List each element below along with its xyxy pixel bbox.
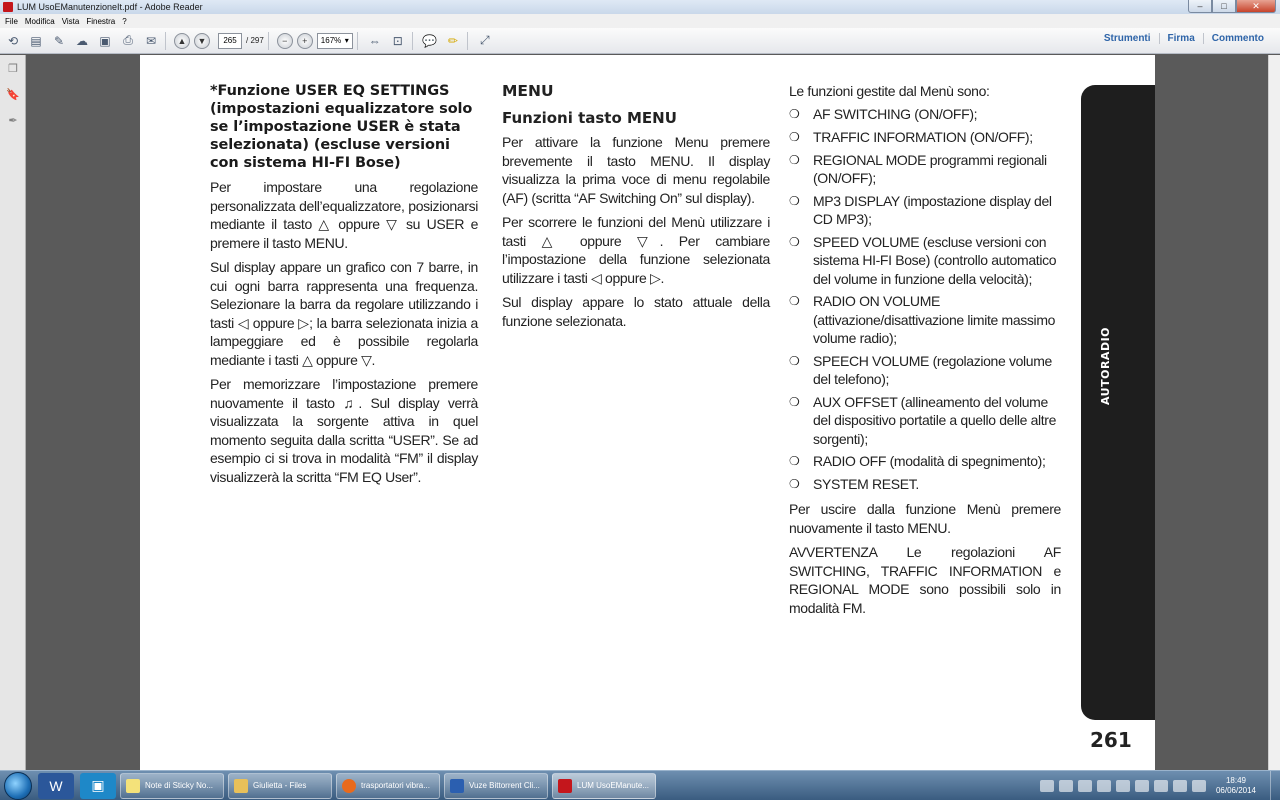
show-desktop-button[interactable] (1270, 771, 1280, 800)
taskbar-item[interactable]: Note di Sticky No... (120, 773, 224, 799)
bookmarks-icon[interactable]: 🔖 (6, 88, 20, 101)
section-heading: *Funzione USER EQ SETTINGS (impostazioni equalizzatore solo se l’impostazione USER è stata selezionata) (escluse versioni con sistema HI-FI Bose) (210, 83, 473, 171)
signature-icon[interactable]: ✒ (8, 114, 18, 127)
cloud-icon[interactable]: ☁ (76, 33, 88, 48)
tray-icon[interactable] (1078, 780, 1092, 792)
pdf-icon (558, 779, 572, 793)
clock-date: 06/06/2014 (1215, 786, 1256, 795)
zoom-select[interactable] (317, 33, 353, 49)
clock-time: 18:49 (1225, 776, 1246, 785)
title-bar (0, 0, 1280, 14)
bullet-icon: ❍ (789, 152, 800, 167)
app-pinned-icon[interactable]: ▣ (80, 773, 116, 799)
column-left (210, 82, 478, 486)
toolbar-divider (165, 32, 166, 50)
column-right (789, 82, 1061, 617)
taskbar-item[interactable]: Giulietta - Files (228, 773, 332, 799)
list-intro: Le funzioni gestite dal Menù sono: (789, 83, 990, 99)
paragraph: Sul display appare lo stato attuale della funzione selezionata. (502, 294, 770, 329)
bullet-icon: ❍ (789, 106, 800, 121)
paragraph: Per uscire dalla funzione Menù premere nuovamente il tasto MENU. (789, 501, 1061, 536)
toolbar-divider (357, 32, 358, 50)
list-item: ❍ RADIO OFF (modalità di spegnimento); (789, 453, 1046, 469)
list-item: ❍ SPEECH VOLUME (regolazione volume del telefono); (789, 352, 1052, 387)
volume-icon[interactable] (1192, 780, 1206, 792)
fit-page-icon[interactable]: ⊡ (392, 33, 403, 48)
zoom-out-icon[interactable]: − (277, 33, 293, 49)
network-icon[interactable] (1173, 780, 1187, 792)
window-controls (1188, 0, 1276, 13)
list-item: ❍ AF SWITCHING (ON/OFF); (789, 105, 978, 122)
taskbar-item[interactable]: Vuze Bittorrent Cli... (444, 773, 548, 799)
chapter-tab-label: AUTORADIO (1099, 326, 1112, 405)
toolbar (0, 28, 1280, 54)
expand-icon[interactable]: ⤢ (479, 33, 490, 47)
vertical-scrollbar[interactable] (1268, 55, 1280, 770)
previous-page-icon[interactable]: ▲ (174, 33, 190, 49)
tray-icon[interactable] (1040, 780, 1054, 792)
paragraph: AVVERTENZA Le regolazioni AF SWITCHING, TRAFFIC INFORMATION e REGIONAL MODE sono possibili solo in modalità FM. (789, 544, 1061, 616)
chapter-tab (1081, 85, 1155, 720)
tray-icon[interactable] (1059, 780, 1073, 792)
create-pdf-icon[interactable]: ▤ (30, 33, 42, 48)
close-button[interactable]: ✕ (1236, 0, 1276, 13)
bullet-icon: ❍ (789, 193, 800, 208)
bullet-icon: ❍ (789, 294, 800, 308)
menu-finestra[interactable]: Finestra (86, 16, 116, 26)
document-viewport (27, 55, 1268, 770)
pdf-page (140, 55, 1155, 770)
flag-icon[interactable] (1154, 780, 1168, 792)
paragraph: Per impostare una regolazione personalizzata dell’equalizzatore, posizionarsi mediante il tasto △ oppure ▽ su USER e premere il tasto MENU. (210, 179, 478, 251)
paragraph: Per attivare la funzione Menu premere brevemente il tasto MENU. Il display visualizza la prima voce di menu regolabile (AF) (scritta “AF Switching On” sul display). (502, 134, 770, 206)
bullet-icon: ❍ (789, 234, 800, 249)
taskbar-item[interactable]: trasportatori vibra... (336, 773, 440, 799)
list-item: ❍ TRAFFIC INFORMATION (ON/OFF); (789, 128, 1033, 145)
zoom-value: 167% (320, 36, 342, 45)
tray-icon[interactable] (1116, 780, 1130, 792)
paragraph: Per memorizzare l’impostazione premere nuovamente il tasto ♫. Sul display verrà visualizzata la sorgente attiva in quel momento seguita dalla scritta “USER”. Se ad esempio ci si trova in modalità “FM” il display visualizzerà la scritta “FM EQ User”. (210, 376, 478, 485)
list-item: ❍ MP3 DISPLAY (impostazione display del CD MP3); (789, 192, 1052, 227)
taskbar (0, 770, 1280, 800)
window-title: LUM UsoEManutenzioneIt.pdf - Adobe Reader (17, 2, 203, 12)
vuze-icon (450, 779, 464, 793)
bullet-icon: ❍ (789, 394, 800, 409)
next-page-icon[interactable]: ▼ (194, 33, 210, 49)
menu-file[interactable]: File (5, 16, 18, 26)
folder-icon (234, 779, 248, 793)
taskbar-item-active[interactable]: LUM UsoEManute... (552, 773, 656, 799)
open-file-icon[interactable]: ⟲ (7, 33, 19, 48)
firefox-icon (342, 779, 356, 793)
highlight-icon[interactable]: ✏ (447, 33, 458, 48)
zoom-in-icon[interactable]: + (297, 33, 313, 49)
list-item: ❍ RADIO ON VOLUME (attivazione/disattivazione limite massimo volume radio); (789, 293, 1056, 346)
tray-icon[interactable] (1097, 780, 1111, 792)
page-number: 261 (1090, 728, 1132, 752)
word-icon[interactable]: W (38, 773, 74, 799)
sign-link[interactable]: Firma (1159, 33, 1203, 44)
bullet-icon: ❍ (789, 454, 800, 468)
section-subheading: Funzioni tasto MENU (502, 109, 677, 127)
panel-links (1096, 33, 1272, 44)
system-tray (1035, 771, 1280, 800)
menu-modifica[interactable]: Modifica (24, 16, 55, 26)
save-icon[interactable]: ▣ (99, 33, 111, 48)
list-item: ❍ REGIONAL MODE programmi regionali (ON/OFF); (789, 151, 1047, 186)
comment-link[interactable]: Commento (1203, 33, 1272, 44)
fit-width-icon[interactable]: ⇔ (368, 33, 381, 48)
minimize-button[interactable]: – (1188, 0, 1212, 13)
paragraph: Per scorrere le funzioni del Menù utilizzare i tasti △ oppure ▽. Per cambiare l’impostazione della funzione selezionata utilizzare i tasti ◁ oppure ▷. (502, 214, 770, 286)
list-item: ❍ SYSTEM RESET. (789, 476, 919, 492)
clock[interactable] (1216, 776, 1256, 796)
page-number-input[interactable]: 265 (218, 33, 242, 49)
tools-link[interactable]: Strumenti (1103, 33, 1151, 44)
bullet-icon: ❍ (789, 353, 800, 368)
menu-help[interactable]: ? (122, 16, 127, 26)
list-item: ❍ AUX OFFSET (allineamento del volume del dispositivo portatile a quello delle altre sorgenti); (789, 393, 1057, 447)
sticky-notes-icon (126, 779, 140, 793)
bullet-icon: ❍ (789, 129, 800, 144)
toolbar-divider (412, 32, 413, 50)
bullet-icon: ❍ (789, 477, 800, 491)
navigation-panel (0, 55, 26, 770)
menu-bar (0, 14, 1280, 28)
start-button[interactable] (4, 772, 32, 800)
print-icon[interactable]: ⎙ (123, 33, 133, 47)
toolbar-divider (467, 32, 468, 50)
paragraph: Sul display appare un grafico con 7 barre, in cui ogni barra rappresenta una frequenza. Selezionare la barra da regolare utilizzando i tasti ◁ oppure ▷; la barra selezionata inizia a lampeggiare ed è possibile regolarla mediante i tasti △ oppure ▽. (210, 259, 478, 368)
adobe-reader-icon (3, 2, 13, 12)
chevron-down-icon: ▾ (344, 36, 349, 45)
comment-icon[interactable]: 💬 (422, 33, 438, 48)
menu-vista[interactable]: Vista (61, 16, 80, 26)
maximize-button[interactable]: □ (1212, 0, 1236, 13)
toolbar-divider (268, 32, 269, 50)
pages-icon[interactable]: ❐ (8, 62, 18, 75)
section-heading: MENU (502, 82, 554, 100)
tray-icon[interactable] (1135, 780, 1149, 792)
column-middle (502, 82, 770, 330)
page-total: / 297 (246, 36, 264, 45)
edit-icon[interactable]: ✎ (53, 33, 65, 48)
email-icon[interactable]: ✉ (145, 33, 157, 48)
list-item: ❍ SPEED VOLUME (escluse versioni con sistema HI-FI Bose) (controllo automatico del volume in funzione della velocità); (789, 233, 1057, 287)
